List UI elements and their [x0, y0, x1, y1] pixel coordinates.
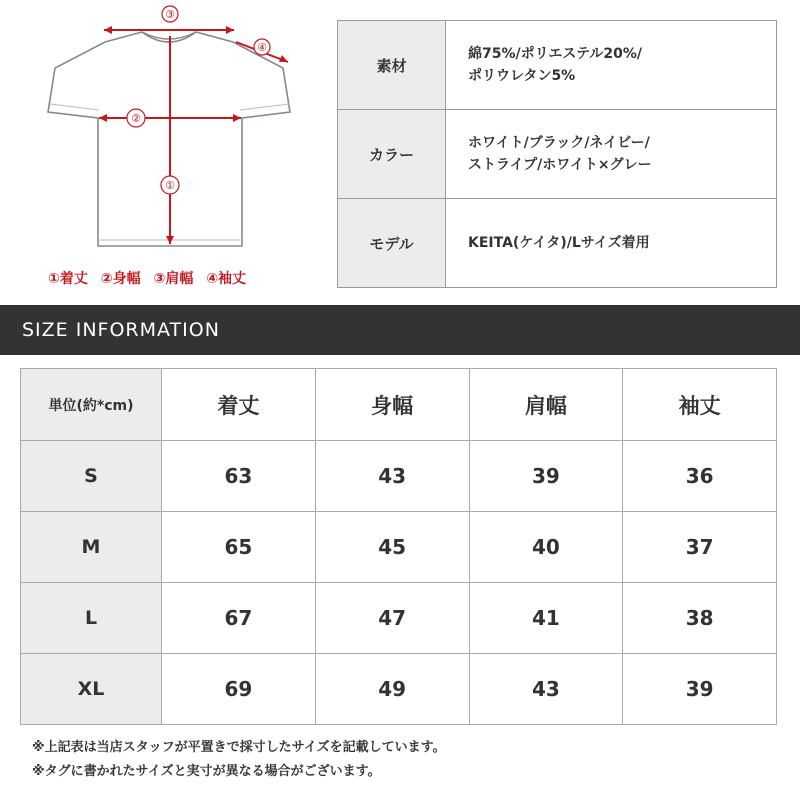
info-label-model: モデル [338, 199, 446, 288]
legend-body-width: ②身幅 [100, 271, 141, 287]
note-measurement: ※上記表は当店スタッフが平置きで採寸したサイズを記載しています。 [32, 740, 446, 755]
marker-4: ④ [257, 41, 267, 54]
info-label-color: カラー [338, 110, 446, 199]
info-row-model [338, 199, 777, 288]
note-tag-size: ※タグに書かれたサイズと実寸が異なる場合がございます。 [32, 764, 381, 779]
column-length: 着丈 [162, 369, 316, 441]
cell-value: 69 [162, 654, 316, 725]
cell-value: 37 [623, 512, 777, 583]
info-row-material [338, 21, 777, 110]
product-info-table [337, 20, 777, 288]
size-label: S [21, 441, 162, 512]
unit-label: 単位(約*cm) [21, 369, 162, 441]
table-row [21, 654, 777, 725]
info-value-material: 綿75%/ポリエステル20%/ ポリウレタン5% [446, 21, 777, 110]
size-table [20, 368, 777, 725]
notes [32, 736, 772, 784]
tshirt-measurement-diagram [0, 0, 330, 300]
cell-value: 40 [469, 512, 623, 583]
table-row [21, 512, 777, 583]
legend-length: ①着丈 [48, 271, 88, 287]
cell-value: 67 [162, 583, 316, 654]
column-body-width: 身幅 [315, 369, 469, 441]
column-shoulder-width: 肩幅 [469, 369, 623, 441]
table-row [21, 441, 777, 512]
cell-value: 45 [315, 512, 469, 583]
size-information-header: SIZE INFORMATION [0, 305, 800, 355]
column-sleeve-length: 袖丈 [623, 369, 777, 441]
marker-1: ① [165, 179, 175, 192]
marker-3: ③ [165, 8, 175, 21]
size-table-header-row [21, 369, 777, 441]
cell-value: 39 [623, 654, 777, 725]
info-row-color [338, 110, 777, 199]
cell-value: 41 [469, 583, 623, 654]
cell-value: 47 [315, 583, 469, 654]
cell-value: 36 [623, 441, 777, 512]
table-row [21, 583, 777, 654]
legend-shoulder-width: ③肩幅 [153, 271, 194, 287]
cell-value: 38 [623, 583, 777, 654]
cell-value: 43 [315, 441, 469, 512]
cell-value: 63 [162, 441, 316, 512]
legend-sleeve-length: ④袖丈 [206, 271, 247, 287]
size-label: L [21, 583, 162, 654]
cell-value: 49 [315, 654, 469, 725]
cell-value: 39 [469, 441, 623, 512]
cell-value: 65 [162, 512, 316, 583]
size-label: XL [21, 654, 162, 725]
diagram-legend [48, 268, 308, 290]
info-value-model: KEITA(ケイタ)/Lサイズ着用 [446, 199, 777, 288]
size-label: M [21, 512, 162, 583]
info-label-material: 素材 [338, 21, 446, 110]
info-value-color: ホワイト/ブラック/ネイビー/ ストライプ/ホワイト×グレー [446, 110, 777, 199]
cell-value: 43 [469, 654, 623, 725]
marker-2: ② [131, 112, 141, 125]
